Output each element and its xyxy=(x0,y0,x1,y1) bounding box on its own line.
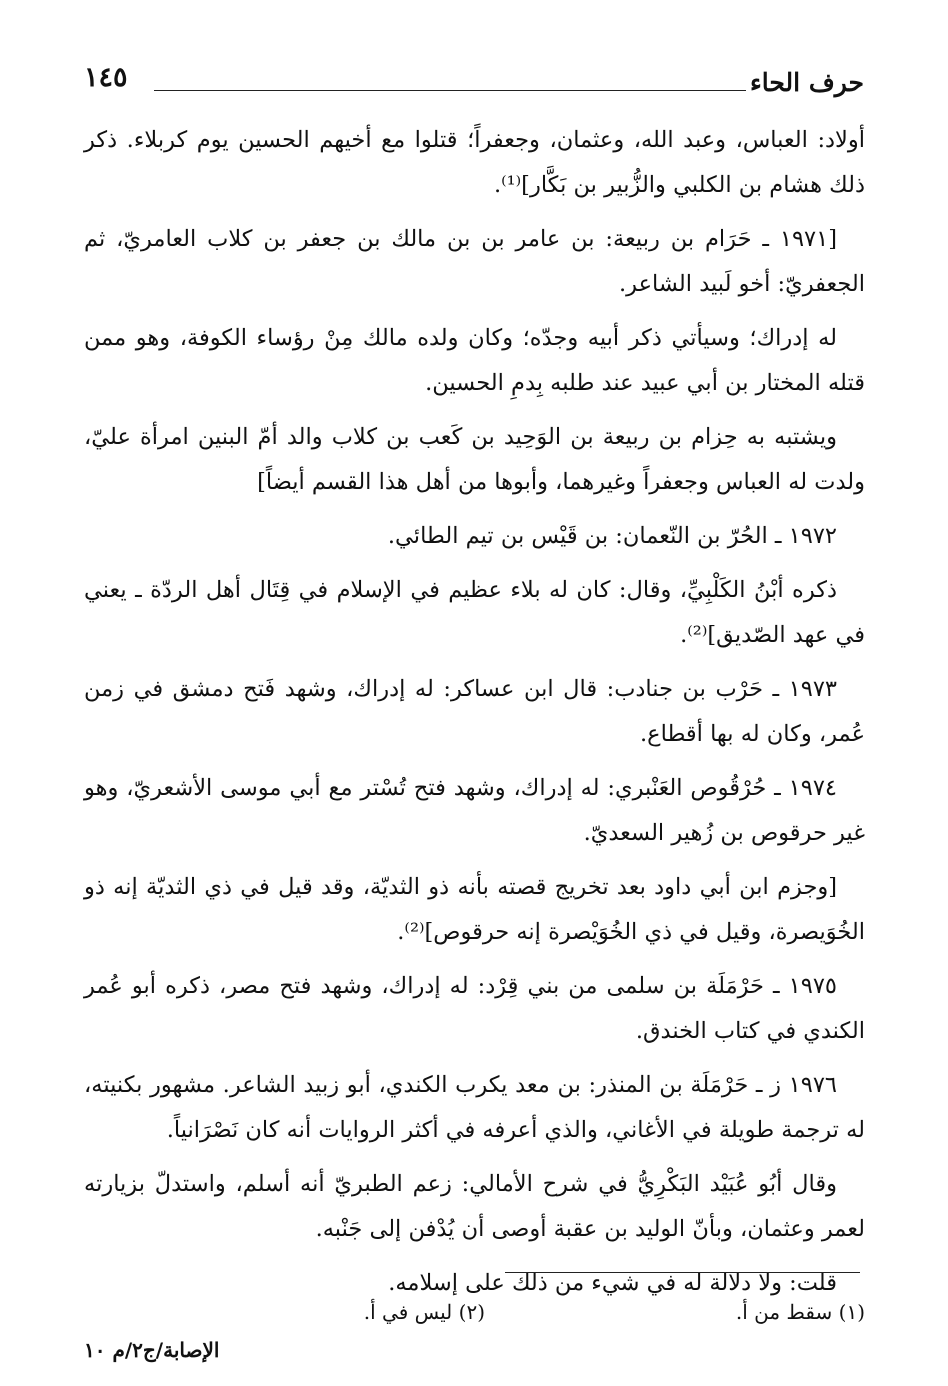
page-number: ١٤٥ xyxy=(84,62,128,93)
paragraph: [وجزم ابن أبي داود بعد تخريج قصته بأنه ذو الثديّة، وقد قيل في ذي الثديّة إنه ذو الخُوَيصرة، وقيل في ذي الخُوَيْصرة إنه حرقوص]⁽²⁾. xyxy=(84,874,865,945)
footnote-rule xyxy=(505,1272,860,1273)
running-title: حرف الحاء xyxy=(750,68,864,97)
entry-1975: ١٩٧٥ ـ حَرْمَلَة بن سلمى من بني قِرْد: له إدراك، وشهد فتح مصر، ذكره أبو عُمر الكندي في كتاب الخندق. xyxy=(84,973,865,1044)
page-header xyxy=(84,60,864,100)
signature-mark: الإصابة/ج٢/م ١٠ xyxy=(84,1338,220,1362)
footnote-1: (١) سقط من أ. xyxy=(735,1300,865,1324)
entry-1974: ١٩٧٤ ـ حُرْقُوص العَنْبري: له إدراك، وشهد فتح تُسْتر مع أبي موسى الأشعريّ، وهو غير حرقوص بن زُهير السعديّ. xyxy=(84,775,865,846)
header-rule xyxy=(154,90,746,91)
footnote-2: (٢) ليس في أ. xyxy=(363,1300,485,1324)
paragraph: قلت: ولا دلالة له في شيء من ذلك على إسلامه. xyxy=(388,1270,837,1296)
entry-1976: ١٩٧٦ ز ـ حَرْمَلَة بن المنذر: بن معد يكرب الكندي، أبو زبيد الشاعر. مشهور بكنيته، له ترجمة طويلة في الأغاني، والذي أعرفه في أكثر الروايات أنه كان نَصْرَانياً. xyxy=(84,1072,865,1143)
paragraph: وقال أبُو عُبَيْد البَكْرِيُّ في شرح الأمالي: زعم الطبريّ أنه أسلم، واستدلّ بزيارته لعمر وعثمان، وبأنّ الوليد بن عقبة أوصى أن يُدْفن إلى جَنْبه. xyxy=(84,1171,865,1242)
paragraph: ذكره أبْنُ الكَلْبِيِّ، وقال: كان له بلاء عظيم في الإسلام في قِتَال أهل الردّة ـ يعني في عهد الصّديق]⁽²⁾. xyxy=(84,577,865,648)
main-text xyxy=(84,118,865,1315)
entry-1973: ١٩٧٣ ـ حَرْب بن جنادب: قال ابن عساكر: له إدراك، وشهد فَتح دمشق في زمن عُمر، وكان له بها أقطاع. xyxy=(84,676,865,747)
paragraph: ويشتبه به حِزام بن ربيعة بن الوَحِيد بن كَعب بن كلاب والد أمّ البنين امرأة عليّ، ولدت له العباس وجعفراً وغيرهما، وأبوها من أهل هذا القسم أيضاً] xyxy=(84,424,865,495)
paragraph: له إدراك؛ وسيأتي ذكر أبيه وجدّه؛ وكان ولده مالك مِنْ رؤساء الكوفة، وهو ممن قتله المختار بن أبي عبيد عند طلبه بِدمِ الحسين. xyxy=(84,325,865,396)
footnotes xyxy=(84,1300,865,1340)
paragraph: أولاد: العباس، وعبد الله، وعثمان، وجعفراً؛ قتلوا مع أخيهم الحسين يوم كربلاء. ذكر ذلك هشام بن الكلبي والزُّبير بن بَكَّار]⁽¹⁾. xyxy=(84,127,865,198)
entry-1972: ١٩٧٢ ـ الحُرّ بن النّعمان: بن قَيْس بن تيم الطائي. xyxy=(387,523,837,549)
entry-1971: [١٩٧١ ـ حَرَام بن ربيعة: بن عامر بن بن مالك بن جعفر بن كلاب العامريّ، ثم الجعفريّ: أخو لَبيد الشاعر. xyxy=(84,226,865,297)
